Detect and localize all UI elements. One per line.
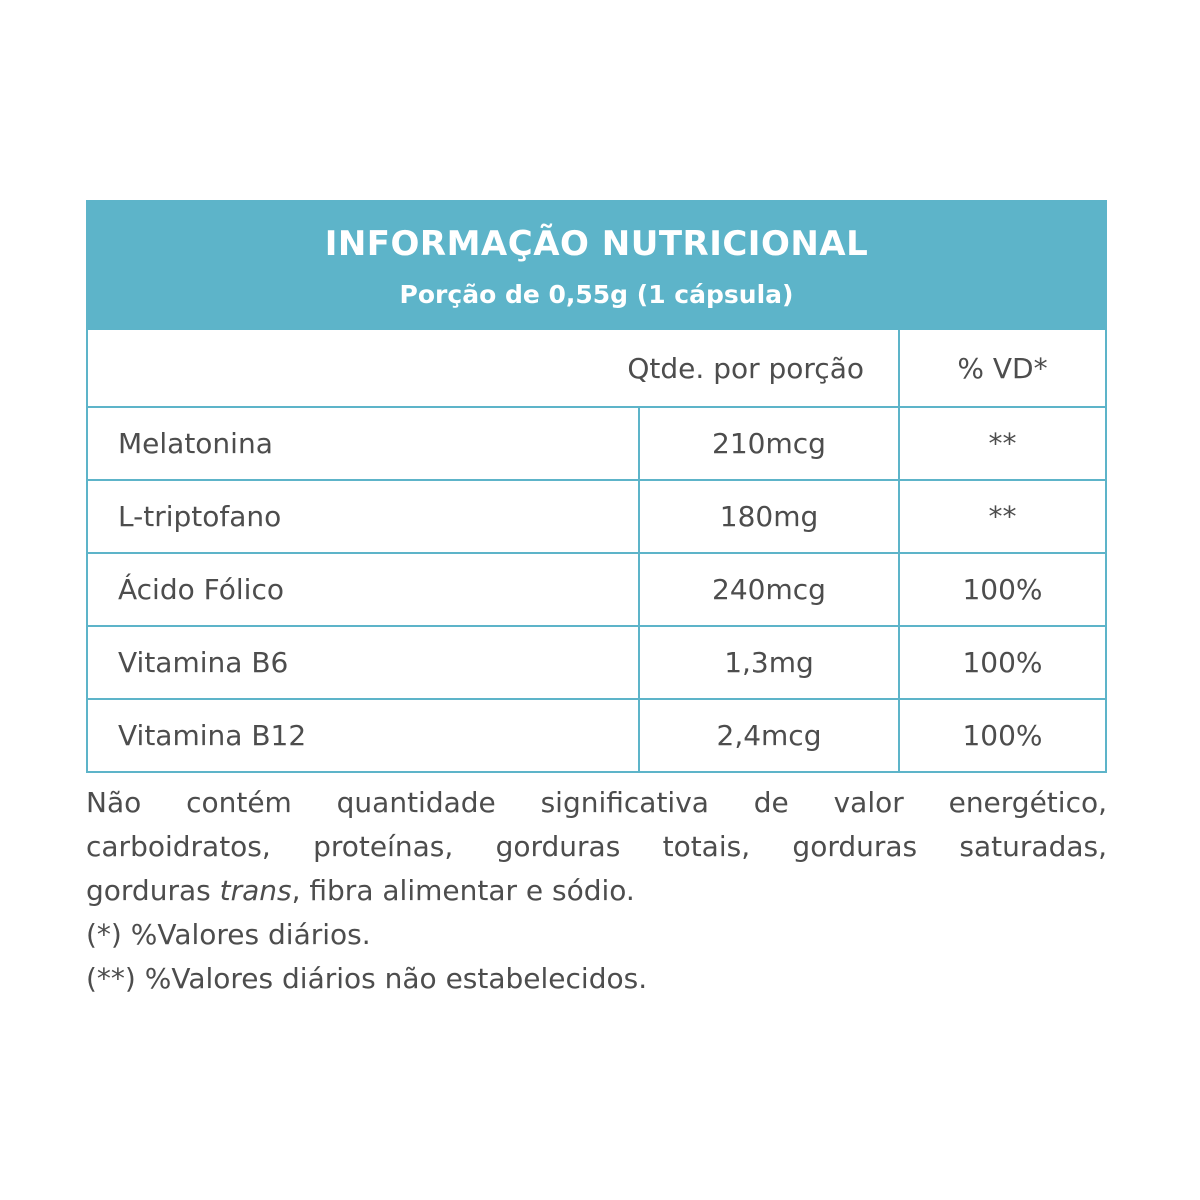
footnote-daily-values: (*) %Valores diários. bbox=[86, 918, 371, 951]
note-line: carboidratos, proteínas, gorduras totais, gorduras saturadas, bbox=[86, 830, 1107, 863]
nutrient-name: L-triptofano bbox=[88, 481, 640, 552]
table-row bbox=[88, 479, 1105, 552]
nutrient-daily-value: 100% bbox=[962, 646, 1043, 679]
table-header-band bbox=[88, 200, 1105, 330]
nutrition-panel bbox=[86, 200, 1107, 1001]
nutrient-daily-value: ** bbox=[988, 427, 1017, 460]
note-line bbox=[86, 869, 1107, 913]
column-header-daily-value: % VD* bbox=[957, 351, 1048, 385]
note-italic-text: trans bbox=[219, 874, 292, 907]
nutrient-name: Vitamina B6 bbox=[88, 627, 640, 698]
nutrient-daily-value: 100% bbox=[962, 719, 1043, 752]
nutrient-name: Vitamina B12 bbox=[88, 700, 640, 771]
note-line: Não contém quantidade significativa de valor energético, bbox=[86, 786, 1107, 819]
column-header-row bbox=[88, 330, 1105, 406]
table-row bbox=[88, 625, 1105, 698]
nutrition-table bbox=[86, 200, 1107, 773]
nutrient-name: Melatonina bbox=[88, 408, 640, 479]
footnote-not-established: (**) %Valores diários não estabelecidos. bbox=[86, 962, 648, 995]
nutrient-daily-value: ** bbox=[988, 500, 1017, 533]
nutrient-daily-value: 100% bbox=[962, 573, 1043, 606]
table-row bbox=[88, 406, 1105, 479]
note-text: gorduras bbox=[86, 874, 220, 907]
table-row bbox=[88, 698, 1105, 771]
nutrient-quantity: 240mcg bbox=[640, 554, 900, 625]
column-header-quantity: Qtde. por porção bbox=[88, 330, 900, 406]
note-text: , fibra alimentar e sódio. bbox=[291, 874, 635, 907]
serving-size: Porção de 0,55g (1 cápsula) bbox=[399, 280, 794, 309]
nutrient-quantity: 1,3mg bbox=[640, 627, 900, 698]
nutrient-quantity: 210mcg bbox=[640, 408, 900, 479]
table-row bbox=[88, 552, 1105, 625]
nutrient-quantity: 180mg bbox=[640, 481, 900, 552]
table-title: INFORMAÇÃO NUTRICIONAL bbox=[324, 224, 869, 264]
nutrient-name: Ácido Fólico bbox=[88, 554, 640, 625]
footnotes bbox=[86, 781, 1107, 1001]
nutrient-quantity: 2,4mcg bbox=[640, 700, 900, 771]
